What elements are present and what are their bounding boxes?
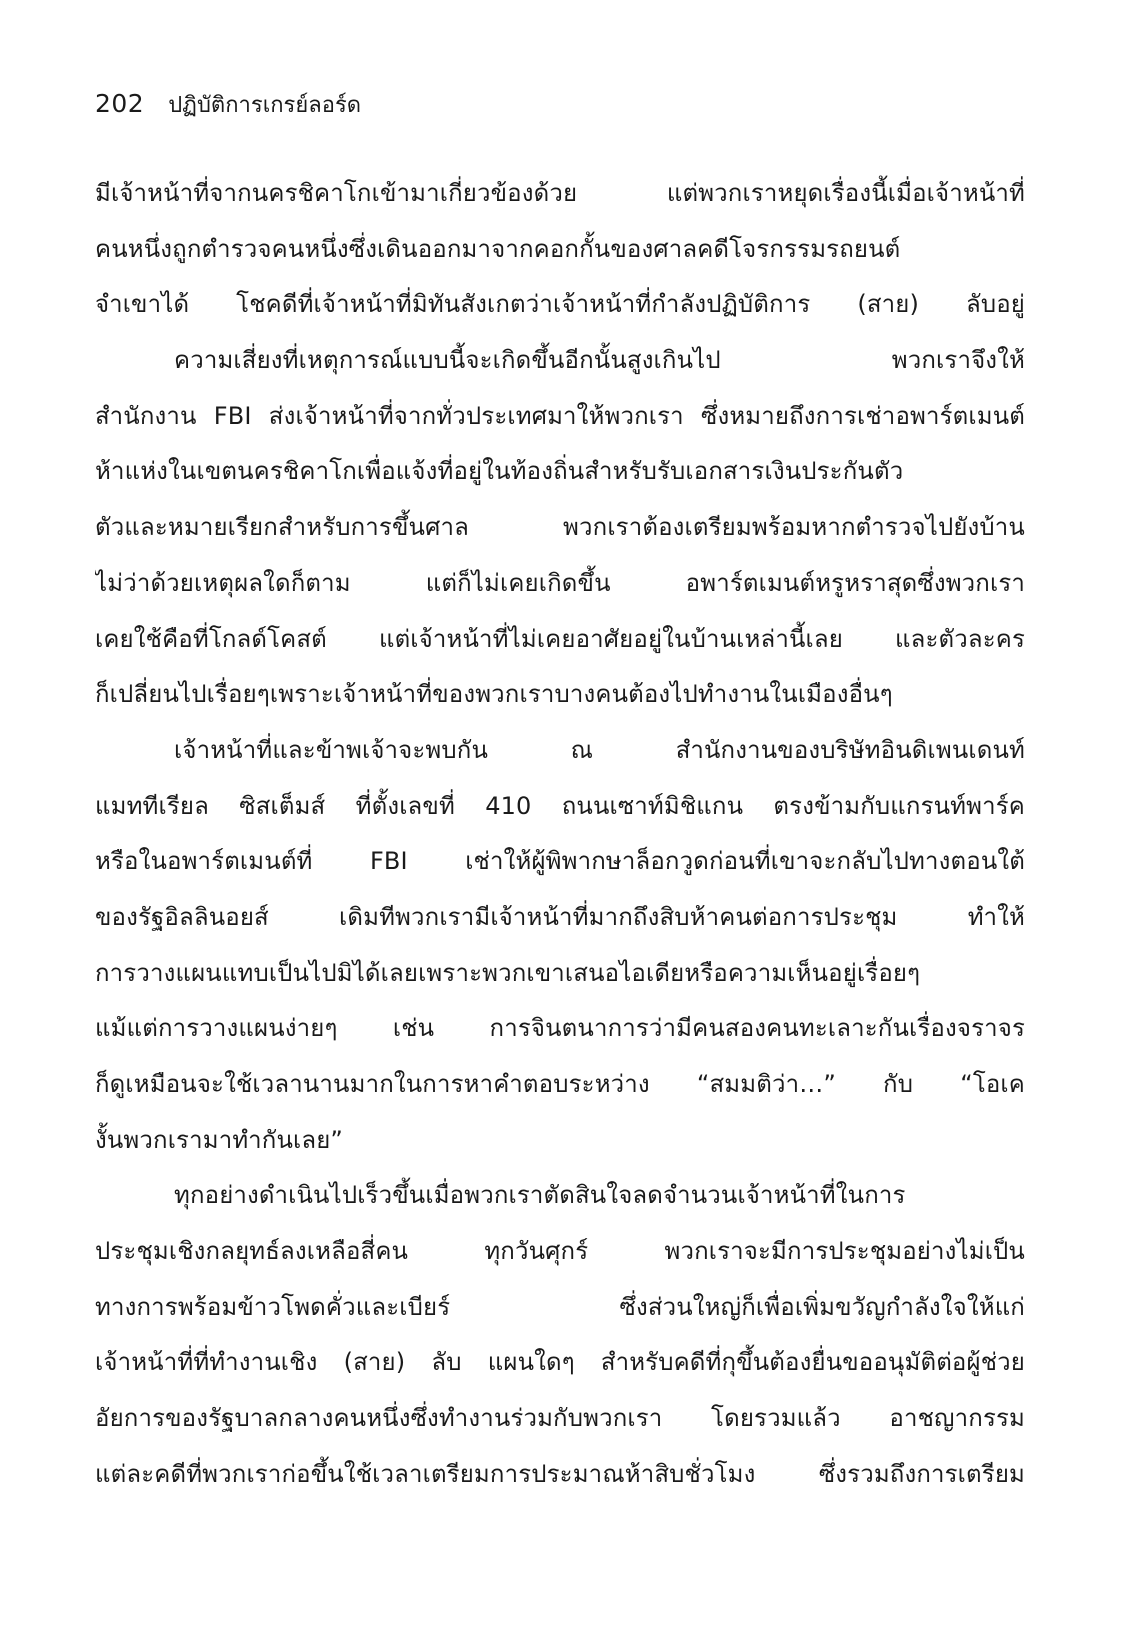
text-line: ตัวและหมายเรียกสำหรับการขึ้นศาล พวกเราต้องเตรียมพร้อมหากตำรวจไปยังบ้าน [95, 513, 1025, 542]
text-line: สำนักงาน FBI ส่งเจ้าหน้าที่จากทั่วประเทศมาให้พวกเรา ซึ่งหมายถึงการเช่าอพาร์ตเมนต์ [95, 401, 1025, 430]
text-line: ประชุมเชิงกลยุทธ์ลงเหลือสี่คน ทุกวันศุกร์ พวกเราจะมีการประชุมอย่างไม่เป็น [95, 1237, 1025, 1266]
text-line: การวางแผนแทบเป็นไปมิได้เลยเพราะพวกเขาเสนอไอเดียหรือความเห็นอยู่เรื่อยๆ [95, 958, 921, 987]
text-line: แม้แต่การวางแผนง่ายๆ เช่น การจินตนาการว่ามีคนสองคนทะเลาะกันเรื่องจราจร [95, 1014, 1025, 1043]
text-line: จำเขาได้ โชคดีที่เจ้าหน้าที่มิทันสังเกตว่าเจ้าหน้าที่กำลังปฏิบัติการ (สาย) ลับอยู่ [95, 290, 1025, 319]
text-line: เจ้าหน้าที่ที่ทำงานเชิง (สาย) ลับ แผนใดๆ สำหรับคดีที่กุขึ้นต้องยื่นขออนุมัติต่อผู้ช่วย [95, 1348, 1025, 1377]
text-line: อัยการของรัฐบาลกลางคนหนึ่งซึ่งทำงานร่วมกับพวกเรา โดยรวมแล้ว อาชญากรรม [95, 1404, 1025, 1433]
text-line: แต่ละคดีที่พวกเราก่อขึ้นใช้เวลาเตรียมการประมาณห้าสิบชั่วโมง ซึ่งรวมถึงการเตรียม [95, 1459, 1025, 1488]
text-line: ก็ดูเหมือนจะใช้เวลานานมากในการหาคำตอบระหว่าง “สมมติว่า…” กับ “โอเค [95, 1070, 1025, 1098]
book-title: ปฏิบัติการเกรย์ลอร์ด [168, 93, 362, 118]
text-line: ของรัฐอิลลินอยส์ เดิมทีพวกเรามีเจ้าหน้าที่มากถึงสิบห้าคนต่อการประชุม ทำให้ [95, 902, 1025, 931]
body-text [95, 166, 1025, 1503]
text-line: ห้าแห่งในเขตนครชิคาโกเพื่อแจ้งที่อยู่ในท้องถิ่นสำหรับรับเอกสารเงินประกันตัว [95, 457, 904, 486]
text-line: งั้นพวกเรามาทำกันเลย” [95, 1125, 344, 1154]
text-line: หรือในอพาร์ตเมนต์ที่ FBI เช่าให้ผู้พิพากษาล็อกวูดก่อนที่เขาจะกลับไปทางตอนใต้ [95, 847, 1025, 876]
text-line: คนหนึ่งถูกตำรวจคนหนึ่งซึ่งเดินออกมาจากคอกกั้นของศาลคดีโจรกรรมรถยนต์ [95, 234, 901, 263]
text-line: ความเสี่ยงที่เหตุการณ์แบบนี้จะเกิดขึ้นอีกนั้นสูงเกินไป พวกเราจึงให้ [174, 346, 1025, 375]
text-line: แมททีเรียล ซิสเต็มส์ ที่ตั้งเลขที่ 410 ถนนเซาท์มิชิแกน ตรงข้ามกับแกรนท์พาร์ค [95, 791, 1025, 820]
text-line: เคยใช้คือที่โกลด์โคสต์ แต่เจ้าหน้าที่ไม่เคยอาศัยอยู่ในบ้านเหล่านี้เลย และตัวละคร [95, 624, 1025, 653]
running-header [95, 84, 361, 124]
page-number: 202 [95, 89, 145, 118]
text-line: ทุกอย่างดำเนินไปเร็วขึ้นเมื่อพวกเราตัดสินใจลดจำนวนเจ้าหน้าที่ในการ [174, 1181, 906, 1210]
text-line: ทางการพร้อมข้าวโพดคั่วและเบียร์ ซึ่งส่วนใหญ่ก็เพื่อเพิ่มขวัญกำลังใจให้แก่ [95, 1292, 1025, 1321]
text-line: ไม่ว่าด้วยเหตุผลใดก็ตาม แต่ก็ไม่เคยเกิดขึ้น อพาร์ตเมนต์หรูหราสุดซึ่งพวกเรา [95, 568, 1025, 597]
text-line: ก็เปลี่ยนไปเรื่อยๆเพราะเจ้าหน้าที่ของพวกเราบางคนต้องไปทำงานในเมืองอื่นๆ [95, 680, 893, 709]
text-line: มีเจ้าหน้าที่จากนครชิคาโกเข้ามาเกี่ยวข้องด้วย แต่พวกเราหยุดเรื่องนี้เมื่อเจ้าหน้าที่ [95, 179, 1025, 207]
text-line: เจ้าหน้าที่และข้าพเจ้าจะพบกัน ณ สำนักงานของบริษัทอินดิเพนเดนท์ [174, 735, 1025, 764]
